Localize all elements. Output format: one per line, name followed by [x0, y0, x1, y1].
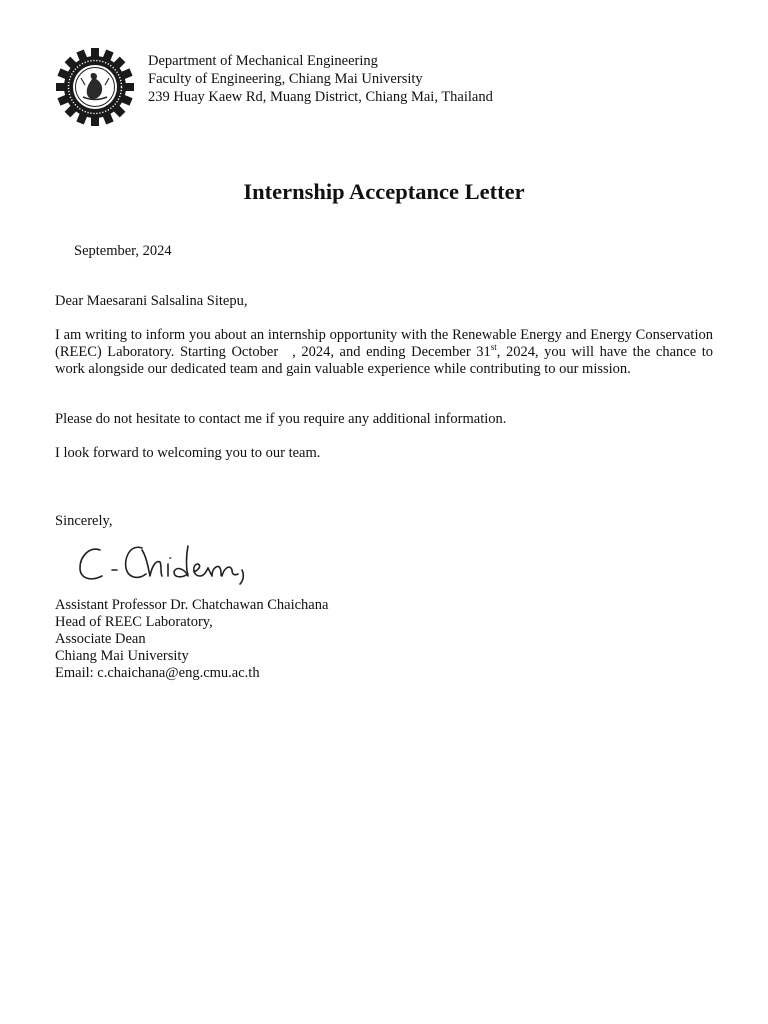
salutation: Dear Maesarani Salsalina Sitepu,	[55, 293, 248, 309]
signature-block	[55, 597, 328, 682]
signatory-email: Email: c.chaichana@eng.cmu.ac.th	[55, 665, 260, 681]
handwritten-signature-icon	[72, 536, 272, 592]
signatory-role-associate-dean: Associate Dean	[55, 631, 146, 647]
signatory-organization: Chiang Mai University	[55, 648, 189, 664]
letter-date: September, 2024	[74, 243, 172, 259]
paragraph-welcome: I look forward to welcoming you to our team.	[55, 445, 321, 461]
paragraph-internship-details	[55, 327, 713, 378]
letterhead	[148, 52, 493, 106]
paragraph-contact: Please do not hesitate to contact me if you require any additional information.	[55, 411, 507, 427]
letter-title: Internship Acceptance Letter	[243, 179, 525, 204]
signatory-role-lab-head: Head of REEC Laboratory,	[55, 614, 213, 630]
signatory-name: Assistant Professor Dr. Chatchawan Chaichana	[55, 597, 329, 613]
letterhead-department: Department of Mechanical Engineering	[148, 53, 378, 69]
letterhead-address: 239 Huay Kaew Rd, Muang District, Chiang Mai, Thailand	[148, 89, 493, 105]
paragraph-text-part1: I am writing to inform you about an internship opportunity with the Renewable Energy and Energy Conservation (REEC) Laboratory. Starting October	[55, 327, 713, 360]
ordinal-suffix: st	[490, 342, 497, 353]
paragraph-text-part3: , 2024, you will have the chance to work alongside our dedicated team and gain valuable experience while contributing to our mission.	[55, 344, 713, 377]
closing: Sincerely,	[55, 513, 113, 529]
letterhead-faculty: Faculty of Engineering, Chiang Mai University	[148, 71, 423, 87]
paragraph-text-part2: , 2024, and ending December 31	[292, 344, 491, 360]
university-gear-seal-icon	[56, 48, 134, 126]
